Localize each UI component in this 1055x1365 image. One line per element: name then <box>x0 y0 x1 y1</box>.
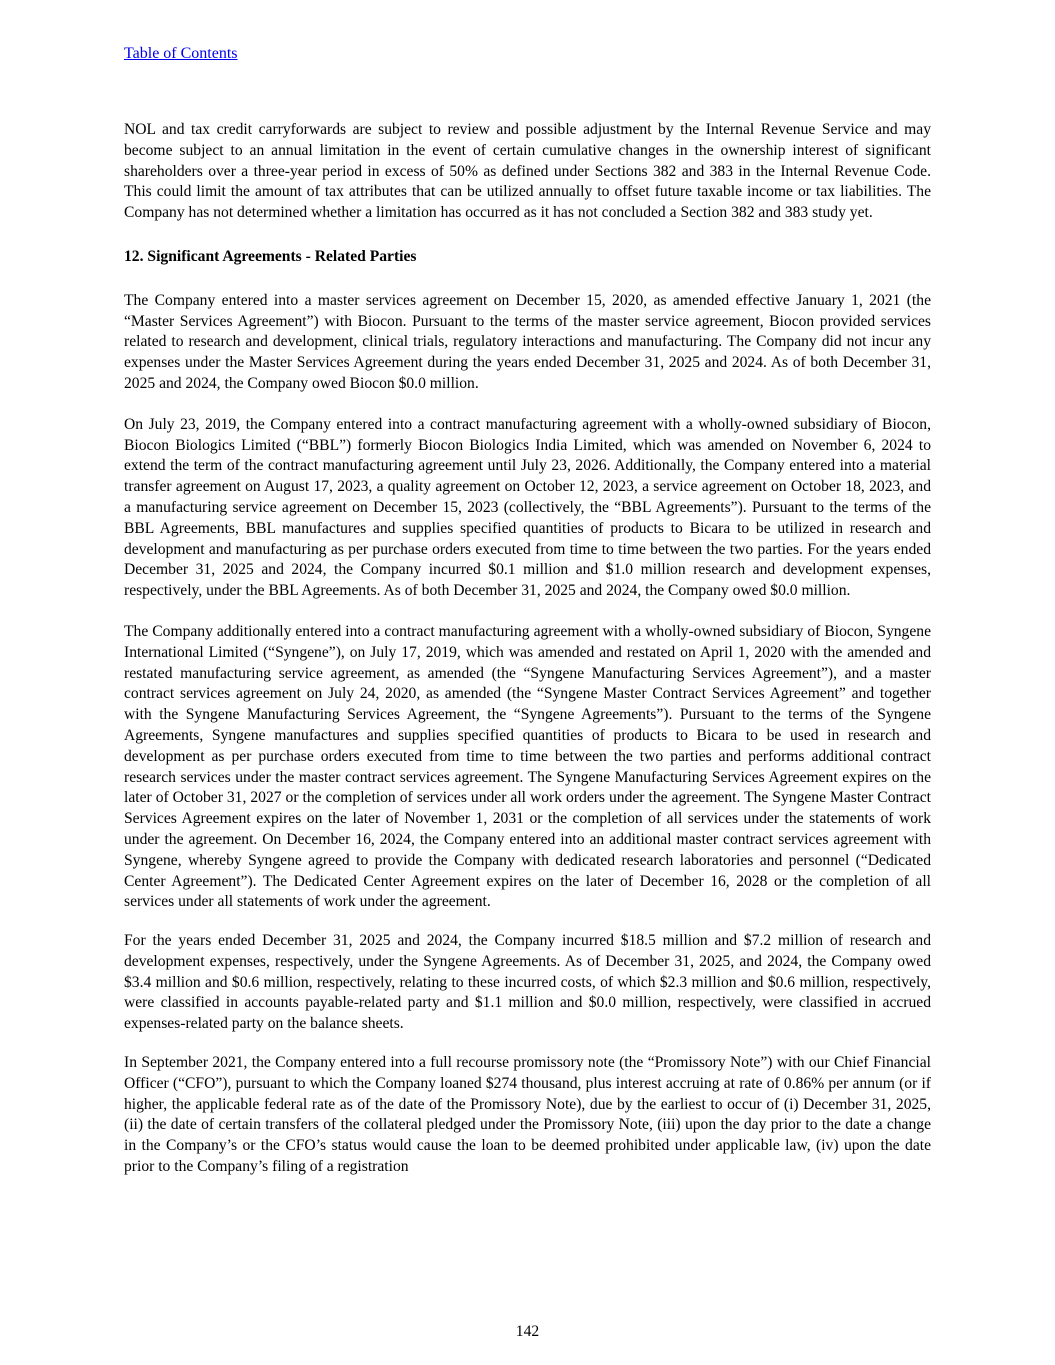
paragraph-master-services-agreement: The Company entered into a master services agreement on December 15, 2020, as amended effective January 1, 2021 (the “Master Services Agreement”) with Biocon. Pursuant to the terms of the master service agreement, Biocon provided services related to research and development, clinical trials, regulatory interactions and manufacturing. The Company did not incur any expenses under the Master Services Agreement during the years ended December 31, 2025 and 2024. As of both December 31, 2025 and 2024, the Company owed Biocon $0.0 million. <box>124 291 931 392</box>
page-content <box>124 120 931 1178</box>
page-number: 142 <box>515 1323 540 1340</box>
paragraph-syngene-expenses: For the years ended December 31, 2025 and 2024, the Company incurred $18.5 million and $7.2 million of research and development expenses, respectively, under the Syngene Agreements. As of December 31, 2025, and 2024, the Company owed $3.4 million and $0.6 million, respectively, relating to these incurred costs, of which $2.3 million and $0.6 million, respectively, were classified in accounts payable-related party and $1.1 million and $0.0 million, respectively, were classified in accrued expenses-related party on the balance sheets. <box>124 932 931 1033</box>
paragraph-syngene-agreements: The Company additionally entered into a contract manufacturing agreement with a wholly-owned subsidiary of Biocon, Syngene International Limited (“Syngene”), on July 17, 2019, which was amended and restated on April 1, 2020 with the amended and restated manufacturing service agreement, as amended (the “Syngene Manufacturing Services Agreement”), and a master contract services agreement on July 24, 2020, as amended (the “Syngene Master Contract Services Agreement” and together with the Syngene Manufacturing Services Agreement, the “Syngene Agreements”). Pursuant to the terms of the Syngene Agreements, Syngene manufactures and supplies specified quantities of products to Bicara to be used in research and development as per purchase orders executed from time to time between the two parties and performs additional contract research services under the master contract services agreement. The Syngene Manufacturing Services Agreement expires on the later of October 31, 2027 or the completion of services under all work orders under the agreement. The Syngene Master Contract Services Agreement expires on the later of November 1, 2031 or the completion of all services under the statements of work under the agreement. On December 16, 2024, the Company entered into an additional master contract services agreement with Syngene, whereby Syngene agreed to provide the Company with dedicated research laboratories and personnel (“Dedicated Center Agreement”). The Dedicated Center Agreement expires on the later of December 16, 2028 or the completion of all services under all statements of work under the agreement. <box>124 622 931 911</box>
paragraph-promissory-note: In September 2021, the Company entered into a full recourse promissory note (the “Promissory Note”) with our Chief Financial Officer (“CFO”), pursuant to which the Company loaned $274 thousand, plus interest accruing at rate of 0.86% per annum (or if higher, the applicable federal rate as of the date of the Promissory Note), due by the earliest to occur of (i) December 31, 2025, (ii) the date of certain transfers of the collateral pledged under the Promissory Note, (iii) upon the day prior to the date a change in the Company’s or the CFO’s status would cause the loan to be deemed prohibited under applicable law, (iv) upon the date prior to the Company’s filing of a registration <box>124 1054 931 1176</box>
section-heading: 12. Significant Agreements - Related Parties <box>124 247 417 265</box>
paragraph-nol-carryforwards: NOL and tax credit carryforwards are subject to review and possible adjustment by the Internal Revenue Service and may become subject to an annual limitation in the event of certain cumulative changes in the ownership interest of significant shareholders over a three-year period in excess of 50% as defined under Sections 382 and 383 in the Internal Revenue Code. This could limit the amount of tax attributes that can be utilized annually to offset future taxable income or tax liabilities. The Company has not determined whether a limitation has occurred as it has not concluded a Section 382 and 383 study yet. <box>124 121 931 222</box>
table-of-contents-link[interactable]: Table of Contents <box>124 45 238 62</box>
paragraph-bbl-agreements: On July 23, 2019, the Company entered into a contract manufacturing agreement with a wholly-owned subsidiary of Biocon, Biocon Biologics Limited (“BBL”) formerly Biocon Biologics India Limited, which was amended on November 6, 2024 to extend the term of the contract manufacturing agreement until July 23, 2026. Additionally, the Company entered into a material transfer agreement on August 17, 2023, a quality agreement on October 12, 2023, a service agreement on October 18, 2023, and a manufacturing service agreement on December 15, 2023 (collectively, the “BBL Agreements”). Pursuant to the terms of the BBL Agreements, BBL manufactures and supplies specified quantities of products to Bicara to be utilized in research and development and manufacturing as per purchase orders executed from time to time between the two parties. For the years ended December 31, 2025 and 2024, the Company incurred $0.1 million and $1.0 million research and development expenses, respectively, under the BBL Agreements. As of both December 31, 2025 and 2024, the Company owed $0.0 million. <box>124 415 931 600</box>
